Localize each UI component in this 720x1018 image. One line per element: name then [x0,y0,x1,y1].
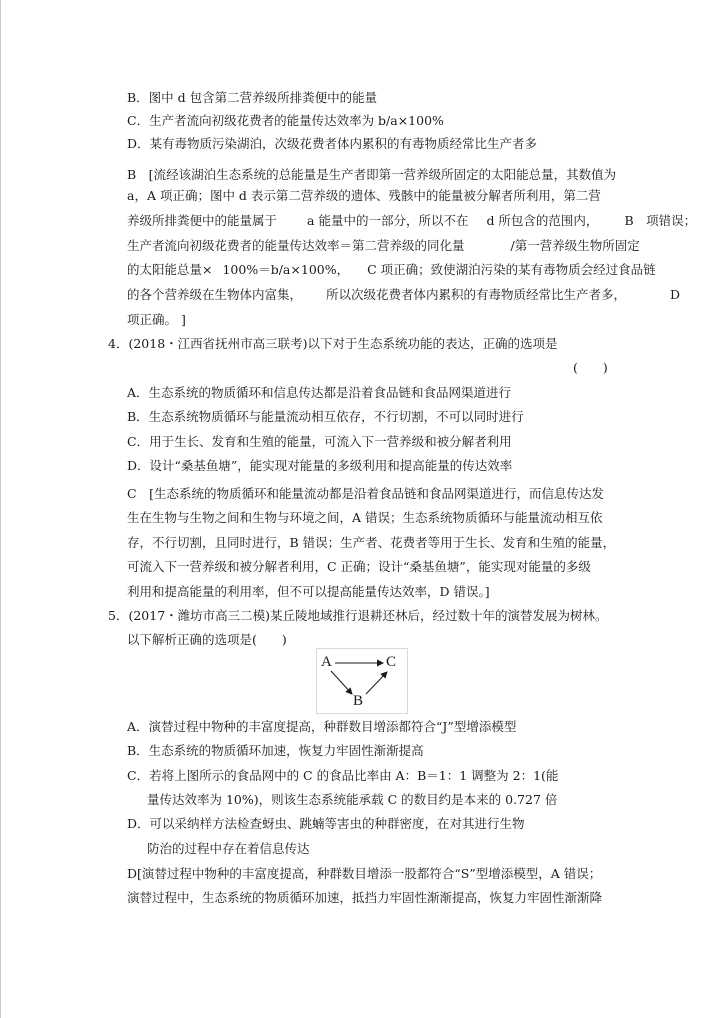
q4-answer-line: C [生态系统的物质循环和能量流动都是沿着食品链和食品网渠道进行，而信息传达发 [127,486,604,501]
text-segment: a 能量中的一部分，所以不在 [307,213,469,228]
page-edge [0,0,1,1018]
text-segment: D [670,287,681,302]
node-c: C [386,654,397,670]
text-segment: d 所包含的范围内， [486,213,599,228]
node-b: B [353,693,364,709]
text-segment: /第一营养级生物所固定 [510,238,640,253]
text-segment: 生产者流向初级花费者的能量传达效率＝第二营养级的同化量 [127,238,465,253]
q5-option-d: D．可以采纳样方法检查蚜虫、跳蝻等害虫的种群密度，在对其进行生物 [127,816,525,831]
prev-answer-line [127,287,680,303]
q5-answer-line: D[演替过程中物种的丰富度提高，种群数目增添一股都符合“S”型增添模型，A 错误； [127,866,602,881]
prev-answer-line: 项正确。 ] [127,312,186,327]
q5-option-d-cont: 防治的过程中存在着信息传达 [147,841,310,856]
prev-option-d: D．某有毒物质污染湖泊，次级花费者体内累积的有毒物质经常比生产者多 [127,136,538,151]
q5-answer-line: 演替过程中，生态系统的物质循环加速，抵挡力牢固性渐渐提高，恢复力牢固性渐渐降 [127,890,603,905]
text-segment: 100%＝b/a×100%， [222,262,350,277]
arrow-b-to-c [366,672,387,694]
prev-option-b: B．图中 d 包含第二营养级所排粪便中的能量 [127,90,378,105]
text-segment: C 项正确；致使湖泊污染的某有毒物质会经过食品链 [367,262,656,277]
q4-answer-line: 利用和提高能量的利用率，但不可以提高能量传达效率，D 错误。] [127,584,490,599]
prev-answer-line: a，A 项正确；图中 d 表示第二营养级的遗体、残骸中的能量被分解者所利用，第二营 [127,188,601,203]
q4-answer-line: 存，不行切割，且同时进行，B 错误；生产者、花费者等用于生长、发育和生殖的能量， [127,535,616,550]
q5-option-b: B．生态系统的物质循环加速，恢复力牢固性渐渐提高 [127,743,424,758]
text-segment: 的太阳能总量× [127,262,213,277]
text-segment: 所以次级花费者体内累积的有毒物质经常比生产者多， [326,287,627,302]
prev-answer-line [127,213,696,229]
q5-option-c-cont: 量传达效率为 10%)，则该生态系统能承载 C 的数目约是本来的 0.727 倍 [147,792,558,807]
text-segment: 的各个营养级在生物体内富集， [127,287,303,302]
q4-option-c: C．用于生长、发育和生殖的能量，可流入下一营养级和被分解者利用 [127,434,512,449]
q4-option-b: B．生态系统物质循环与能量流动相互依存，不行切割，不可以同时进行 [127,409,524,424]
answer-paren: ( ) [573,360,608,375]
q4-option-d: D．设计“桑基鱼塘”，能实现对能量的多级利用和提高能量的传达效率 [127,458,513,473]
q4-option-a: A．生态系统的物质循环和信息传达都是沿着食品链和食品网渠道进行 [127,385,512,400]
q5-option-c: C．若将上图所示的食品网中的 C 的食品比率由 A：B＝1：1 调整为 2：1(能 [127,768,559,783]
prev-answer-line [127,262,656,278]
food-web-diagram [316,648,408,714]
prev-answer-line: B [流经该湖泊生态系统的总能量是生产者即第一营养级所固定的太阳能总量，其数值为 [127,167,617,182]
prev-answer-line [127,238,640,254]
text-segment: 养级所排粪便中的能量属于 [127,213,278,228]
arrow-a-to-b [331,671,352,694]
text-segment: B 项错误； [624,213,697,228]
food-web-arrows [317,649,407,713]
q4-answer-line: 可流入下一营养级和被分解者利用，C 正确；设计“桑基鱼塘”，能实现对能量的多级 [127,559,591,574]
q4-answer-line: 生在生物与生物之间和生物与环境之间，A 错误；生态系统物质循环与能量流动相互依 [127,510,603,525]
q5-option-a: A．演替过程中物种的丰富度提高，种群数目增添都符合“J”型增添模型 [127,719,517,734]
question-5-stem-cont: 以下解析正确的选项是( ) [127,632,287,647]
question-4-stem: 4．(2018・江西省抚州市高三联考)以下对于生态系统功能的表达，正确的选项是 [108,336,558,351]
node-a: A [321,654,332,670]
question-5-stem: 5．(2017・潍坊市高三二模)某丘陵地域推行退耕还林后，经过数十年的演替发展为树林。 [108,608,608,623]
prev-option-c: C．生产者流向初级花费者的能量传达效率为 b/a×100% [127,113,444,128]
